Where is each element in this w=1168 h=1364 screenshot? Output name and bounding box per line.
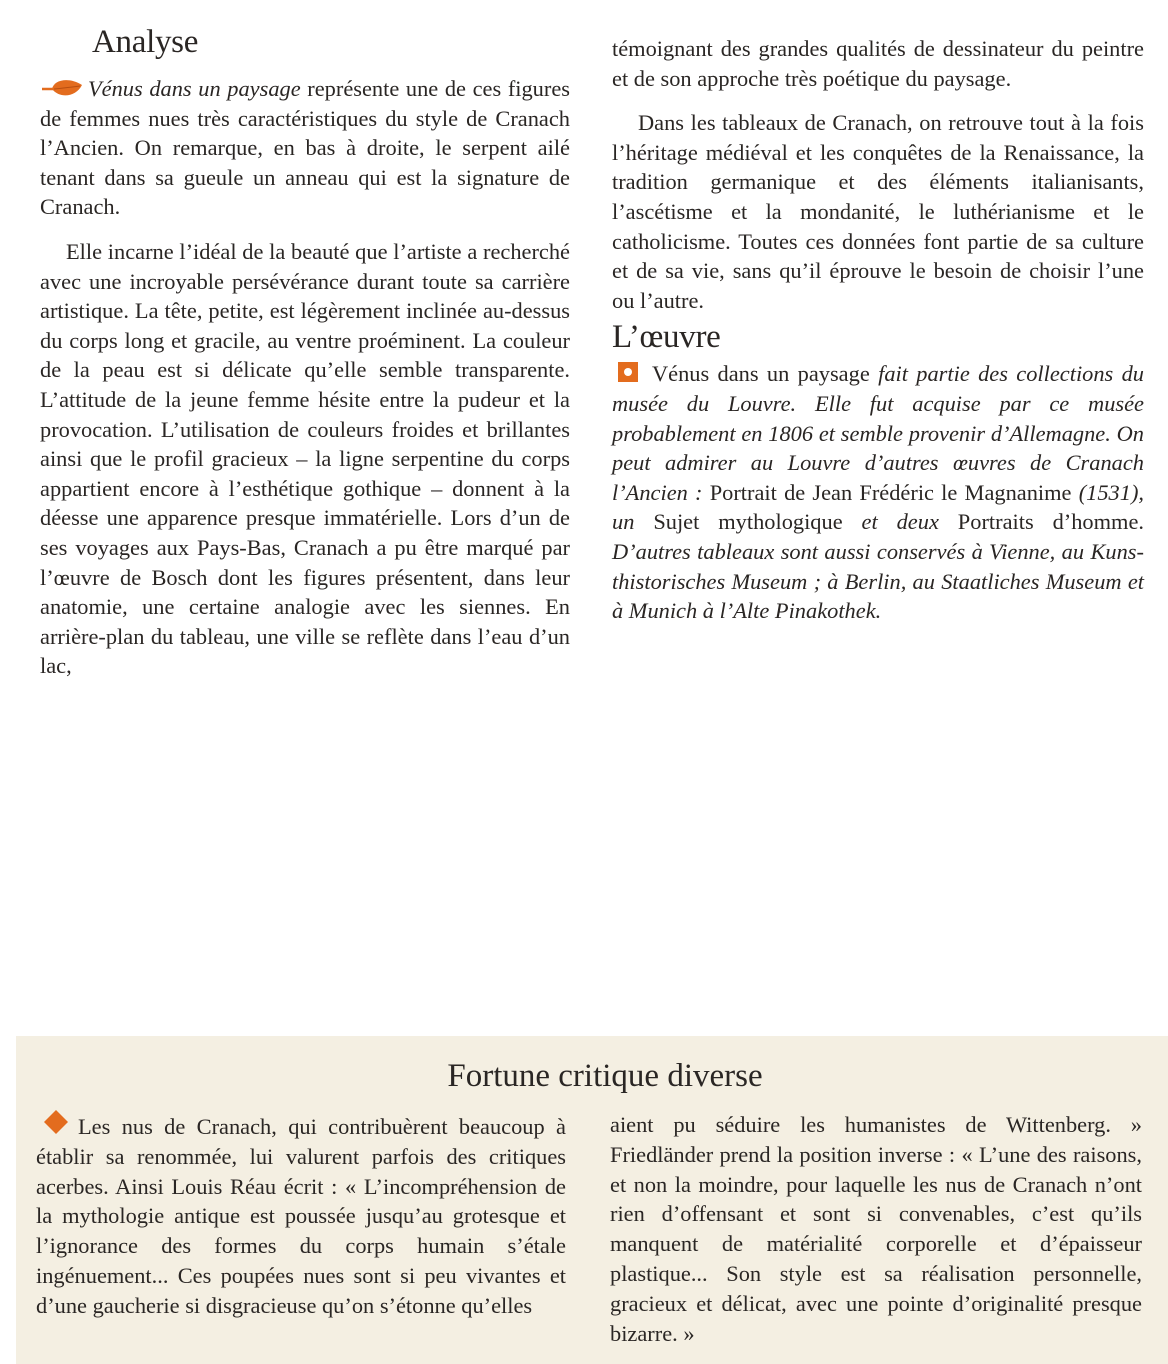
fortune-paragraph-left: [36, 1110, 566, 1321]
diamond-icon: [44, 1110, 68, 1134]
analyse-paragraph-2: Elle incarne l’idéal de la beauté que l’artiste a recherché avec une incroyable persévérance durant toute sa carrière artistique. La tête, petite, est légèrement inclinée au-dessus du corps long et gracile, au ventre proéminent. La couleur de la peau est si délicate qu’elle semble transparente. L’attitude de la jeune femme hésite entre la pudeur et la provocation. L’utilisation de couleurs froides et brillantes ainsi que le profil gracieux – la ligne serpentine du corps appartient encore à l’esthétique gothique – donnent à la déesse une apparence presque immatérielle. Lors d’un de ses voyages aux Pays-Bas, Cranach a pu être marqué par l’œuvre de Bosch dont les figures présentent, dans leur anatomie, une certaine analogie avec les siennes. En arrière-plan du tableau, une ville se reflète dans l’eau d’un lac,: [40, 238, 570, 679]
oeuvre-s7: Portraits d’homme.: [957, 509, 1144, 535]
oeuvre-s3: Portrait de Jean Frédéric le Magnanime: [709, 479, 1079, 505]
oeuvre-s5: Sujet mythologique: [653, 509, 862, 535]
analyse-left-column: [40, 20, 570, 681]
oeuvre-s1: Vénus dans un paysage: [652, 361, 879, 387]
analyse-title-italic: Vénus dans un paysage: [88, 76, 301, 101]
fortune-left-column: [36, 1110, 566, 1321]
fortune-left-text: Les nus de Cranach, qui contribuèrent beaucoup à établir sa renommée, lui valurent parfois des critiques acerbes. Ainsi Louis Réau écrit : « L’incompréhension de la mythologie antique est poussée jusqu’au grotesque et l’ignorance des formes du corps humain s’étale ingénuement... Ces poupées nues sont si peu vivantes et d’une gaucherie si disgracieuse qu’on s’étonne qu’elles: [36, 1114, 566, 1318]
analyse-p1-text: représente une de ces figures de femmes nues très caractéristiques du style de Cranach l’Ancien. On remarque, en bas à droite, le serpent ailé tenant dans sa gueule un anneau qui est la signature de Cranach.: [40, 76, 570, 220]
analyse-paragraph-3: témoignant des grandes qualités de dessinateur du peintre et de son approche très poétique du paysage.: [612, 36, 1144, 91]
fortune-heading: Fortune critique diverse: [447, 1058, 763, 1094]
analyse-paragraph-4: Dans les tableaux de Cranach, on retrouve tout à la fois l’héritage médiéval et les conquêtes de la Renaissance, la tradition germanique et des éléments italianisants, l’ascétisme et la mondanité, le luthérianisme et le catholicisme. Toutes ces données font partie de sa culture et de sa vie, sans qu’il éprouve le besoin de choisir l’une ou l’autre.: [612, 110, 1144, 313]
oeuvre-s2: fait partie des collections du musée du Louvre. Elle fut acquise par ce musée probablement en 1806 et semble provenir d’Allemagne. On peut admirer au Louvre d’autres œuvres de Cranach l’Ancien :: [612, 361, 1144, 505]
oeuvre-s6: et deux: [861, 509, 958, 535]
analyse-paragraph-1: [40, 74, 570, 222]
square-circle-icon: [618, 362, 638, 382]
oeuvre-s8: D’autres tableaux sont aussi conservés à Vienne, au Kunsthistorisches Museum ; à Berlin, au Staatliches Museum et à Munich à l’Alte Pinakothek.: [612, 538, 1144, 624]
analyse-right-column: [612, 34, 1144, 626]
oeuvre-paragraph: [612, 359, 1144, 625]
oeuvre-heading: L’œuvre: [612, 319, 721, 356]
fortune-paragraph-right: aient pu séduire les humanistes de Wittenberg. » Friedländer prend la position inverse : « L’une des raisons, et non la moindre, pour laquelle les nus de Cranach n’ont rien d’offensant et sont si convenables, c’est qu’ils manquent de matérialité corporelle et d’épaisseur plastique... Son style est sa réalisation personnelle, gracieux et délicat, avec une pointe d’originalité presque bizarre. »: [610, 1112, 1142, 1346]
leaf-icon: [40, 75, 86, 101]
analyse-heading: Analyse: [92, 24, 199, 60]
oeuvre-s4: (1531), un: [612, 479, 1144, 535]
fortune-critique-box: [16, 1036, 1168, 1364]
fortune-right-column: [610, 1110, 1142, 1348]
